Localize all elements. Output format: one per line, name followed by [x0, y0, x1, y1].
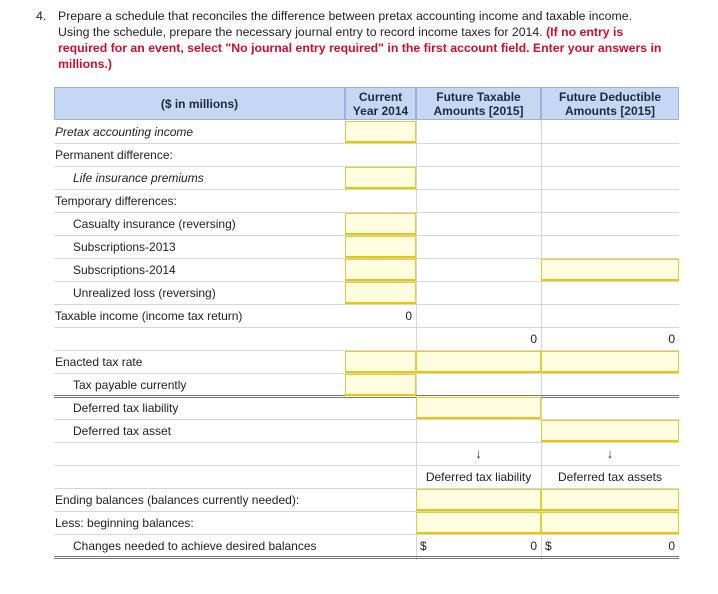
arrow-down-icon: ↓	[475, 446, 482, 461]
header-current-year: Current Year 2014	[345, 87, 416, 120]
dollar-sign: $	[420, 539, 427, 553]
beginning-dtl-input[interactable]	[416, 512, 541, 534]
row-deferred-tax-liability: Deferred tax liability	[73, 401, 179, 415]
dollar-sign: $	[545, 539, 552, 553]
instructions-body: Prepare a schedule that reconciles the difference between pretax accounting income and taxable income. Using the schedule, prepare the necessary journal entry to record income taxes for 2014.	[58, 9, 632, 39]
dta-caption: Deferred tax assets	[557, 470, 663, 484]
row-taxable-income: Taxable income (income tax return)	[55, 309, 243, 323]
row-deferred-tax-asset: Deferred tax asset	[73, 424, 172, 438]
ending-dtl-input[interactable]	[416, 489, 541, 511]
subs2014-current-input[interactable]	[345, 259, 416, 281]
row-beginning-balances: Less: beginning balances:	[55, 516, 194, 530]
tax-payable-input[interactable]	[345, 374, 416, 396]
subs2014-deductible-input[interactable]	[541, 259, 679, 281]
row-enacted-tax-rate: Enacted tax rate	[55, 355, 143, 369]
row-life-insurance: Life insurance premiums	[73, 171, 204, 185]
instructions-note: (If no entry is required for an event, select "No journal entry required" in the first account field. Enter your answers in millions.)	[58, 25, 662, 71]
pretax-income-input[interactable]	[345, 121, 416, 143]
total-taxable-value: 0	[530, 332, 537, 346]
total-deductible-value: 0	[668, 332, 675, 346]
question-number: 4.	[36, 9, 47, 23]
row-unrealized-loss: Unrealized loss (reversing)	[73, 286, 216, 300]
ending-dta-input[interactable]	[541, 489, 679, 511]
change-dta-value: 0	[668, 539, 675, 553]
deferred-tax-asset-input[interactable]	[541, 420, 679, 442]
header-label: ($ in millions)	[54, 87, 345, 120]
enacted-rate-deductible-input[interactable]	[541, 351, 679, 373]
header-future-deductible: Future Deductible Amounts [2015]	[541, 87, 679, 120]
beginning-dta-input[interactable]	[541, 512, 679, 534]
row-ending-balances: Ending balances (balances currently needed):	[55, 493, 300, 507]
row-changes-needed: Changes needed to achieve desired balances	[73, 539, 317, 553]
row-subscriptions-2013: Subscriptions-2013	[73, 240, 176, 254]
enacted-rate-taxable-input[interactable]	[416, 351, 541, 373]
row-tax-payable: Tax payable currently	[73, 378, 187, 392]
row-pretax-income: Pretax accounting income	[55, 125, 194, 139]
unrealized-current-input[interactable]	[345, 282, 416, 304]
deferred-tax-liability-input[interactable]	[416, 397, 541, 419]
life-insurance-input[interactable]	[345, 167, 416, 189]
taxable-income-current-value: 0	[405, 309, 412, 323]
instructions-text	[58, 8, 666, 72]
row-subscriptions-2014: Subscriptions-2014	[73, 263, 176, 277]
instructions	[36, 8, 666, 72]
row-permanent-difference: Permanent difference:	[55, 148, 173, 162]
subs2013-current-input[interactable]	[345, 236, 416, 258]
casualty-current-input[interactable]	[345, 213, 416, 235]
row-temporary-differences: Temporary differences:	[55, 194, 177, 208]
enacted-rate-current-input[interactable]	[345, 351, 416, 373]
row-casualty-insurance: Casualty insurance (reversing)	[73, 217, 236, 231]
header-future-taxable: Future Taxable Amounts [2015]	[416, 87, 541, 120]
dtl-caption: Deferred tax liability	[425, 470, 532, 484]
change-dtl-value: 0	[530, 539, 537, 553]
arrow-down-icon: ↓	[606, 446, 614, 461]
